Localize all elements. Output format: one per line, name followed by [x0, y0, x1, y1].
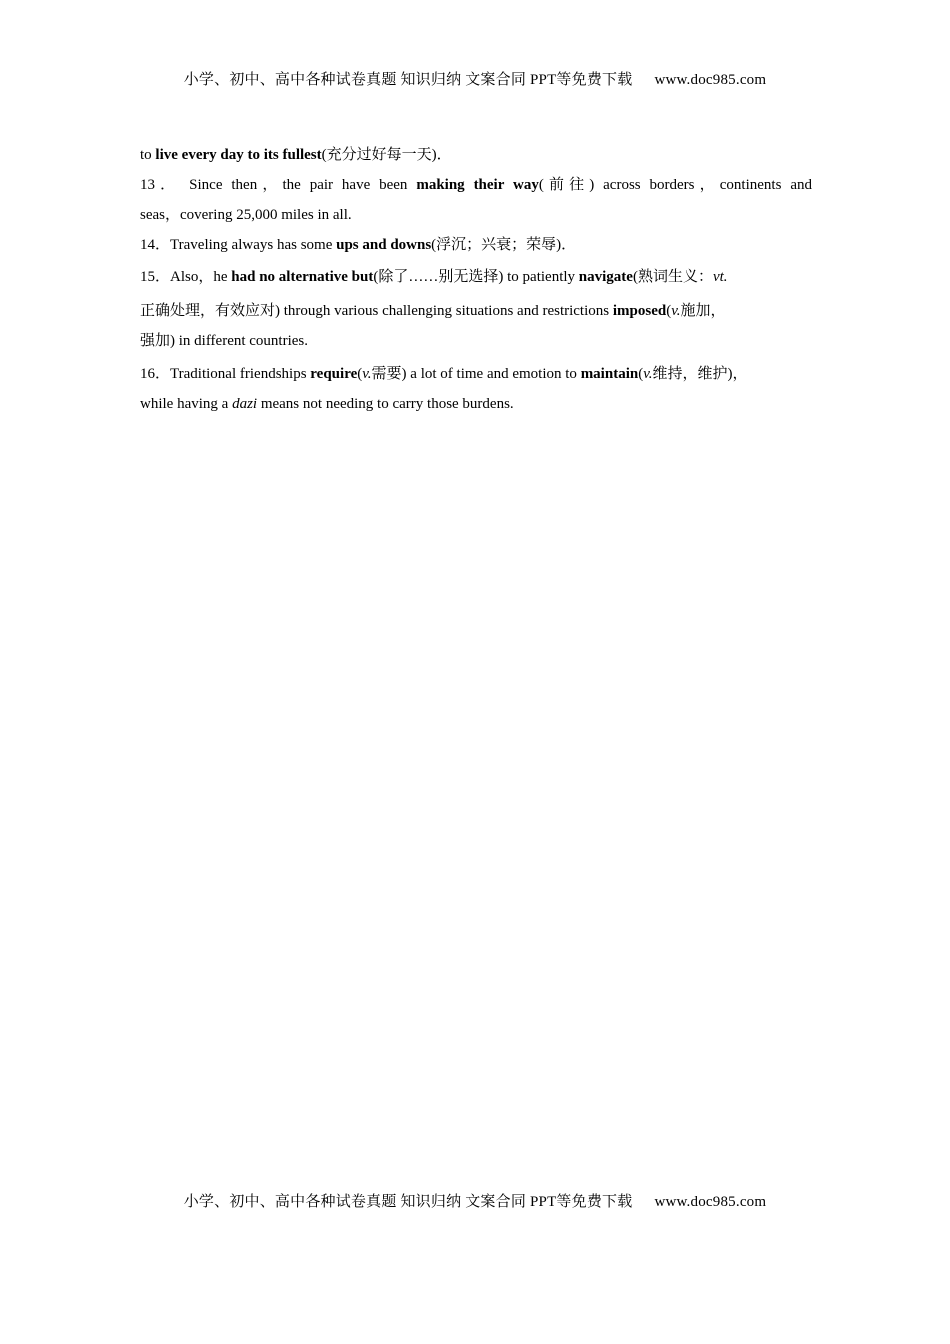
gloss: 需要): [371, 366, 407, 382]
gloss: (熟词生义：: [632, 269, 713, 285]
gloss: (: [638, 366, 644, 382]
key-phrase: maintain: [580, 366, 639, 382]
item-16-line-2: [140, 389, 514, 419]
text-run: Also，he: [170, 269, 232, 285]
item-number: 16．: [140, 366, 171, 382]
key-phrase: require: [310, 366, 358, 382]
key-phrase: making their way: [416, 177, 539, 193]
gloss: 维持，维护)，: [652, 366, 748, 382]
item-13-line-2: [140, 200, 352, 230]
part-of-speech: v.: [362, 366, 372, 382]
key-phrase: ups and downs: [336, 237, 432, 253]
item-13-line-1: [140, 170, 812, 200]
header-url: www.doc985.com: [654, 72, 767, 88]
text-run: to patiently: [503, 269, 579, 285]
item-12-line-1: [140, 140, 452, 170]
item-number: 13．: [140, 177, 181, 193]
page-footer: [0, 1190, 950, 1211]
text-run: a lot of time and emotion to: [406, 366, 581, 382]
footer-text: 小学、初中、高中各种试卷真题 知识归纳 文案合同 PPT等免费下载: [183, 1194, 633, 1210]
item-number: 14．: [140, 237, 171, 253]
item-15-line-1: [140, 262, 728, 292]
part-of-speech: vt.: [712, 269, 728, 285]
gloss: (: [357, 366, 363, 382]
text-run: 强加) in different countries.: [140, 333, 309, 349]
item-16-line-1: [140, 359, 748, 389]
text-run: while having a: [140, 396, 233, 412]
item-15-line-2: [140, 296, 726, 326]
part-of-speech: v.: [643, 366, 653, 382]
item-15-line-3: [140, 326, 308, 356]
gloss: 施加，: [680, 303, 726, 319]
gloss: (除了……别无选择): [373, 269, 504, 285]
part-of-speech: v.: [671, 303, 681, 319]
gloss: (: [666, 303, 672, 319]
text-run: Traditional friendships: [170, 366, 311, 382]
key-phrase: imposed: [612, 303, 667, 319]
text-run: seas，covering 25,000 miles in all.: [140, 207, 352, 223]
gloss: (充分过好每一天)．: [321, 147, 452, 163]
text-run: Traveling always has some: [170, 237, 337, 253]
text-run: across borders，continents and: [594, 177, 812, 193]
key-phrase: live every day to its fullest: [155, 147, 322, 163]
key-phrase: had no alternative but: [231, 269, 374, 285]
text-run: means not needing to carry those burdens.: [257, 396, 514, 412]
text-run: to: [140, 147, 156, 163]
gloss: (前往): [538, 177, 595, 193]
key-phrase: navigate: [578, 269, 633, 285]
text-run: Since then，the pair have been: [189, 177, 417, 193]
item-14-line-1: [140, 230, 576, 260]
text-run: 正确处理，有效应对) through various challenging situations and restrictions: [140, 303, 613, 319]
italic-term: dazi: [232, 396, 258, 412]
footer-url: www.doc985.com: [654, 1194, 767, 1210]
item-number: 15．: [140, 269, 171, 285]
gloss: (浮沉；兴衰；荣辱)．: [431, 237, 577, 253]
page-header: [0, 68, 950, 89]
header-text: 小学、初中、高中各种试卷真题 知识归纳 文案合同 PPT等免费下载: [183, 72, 633, 88]
